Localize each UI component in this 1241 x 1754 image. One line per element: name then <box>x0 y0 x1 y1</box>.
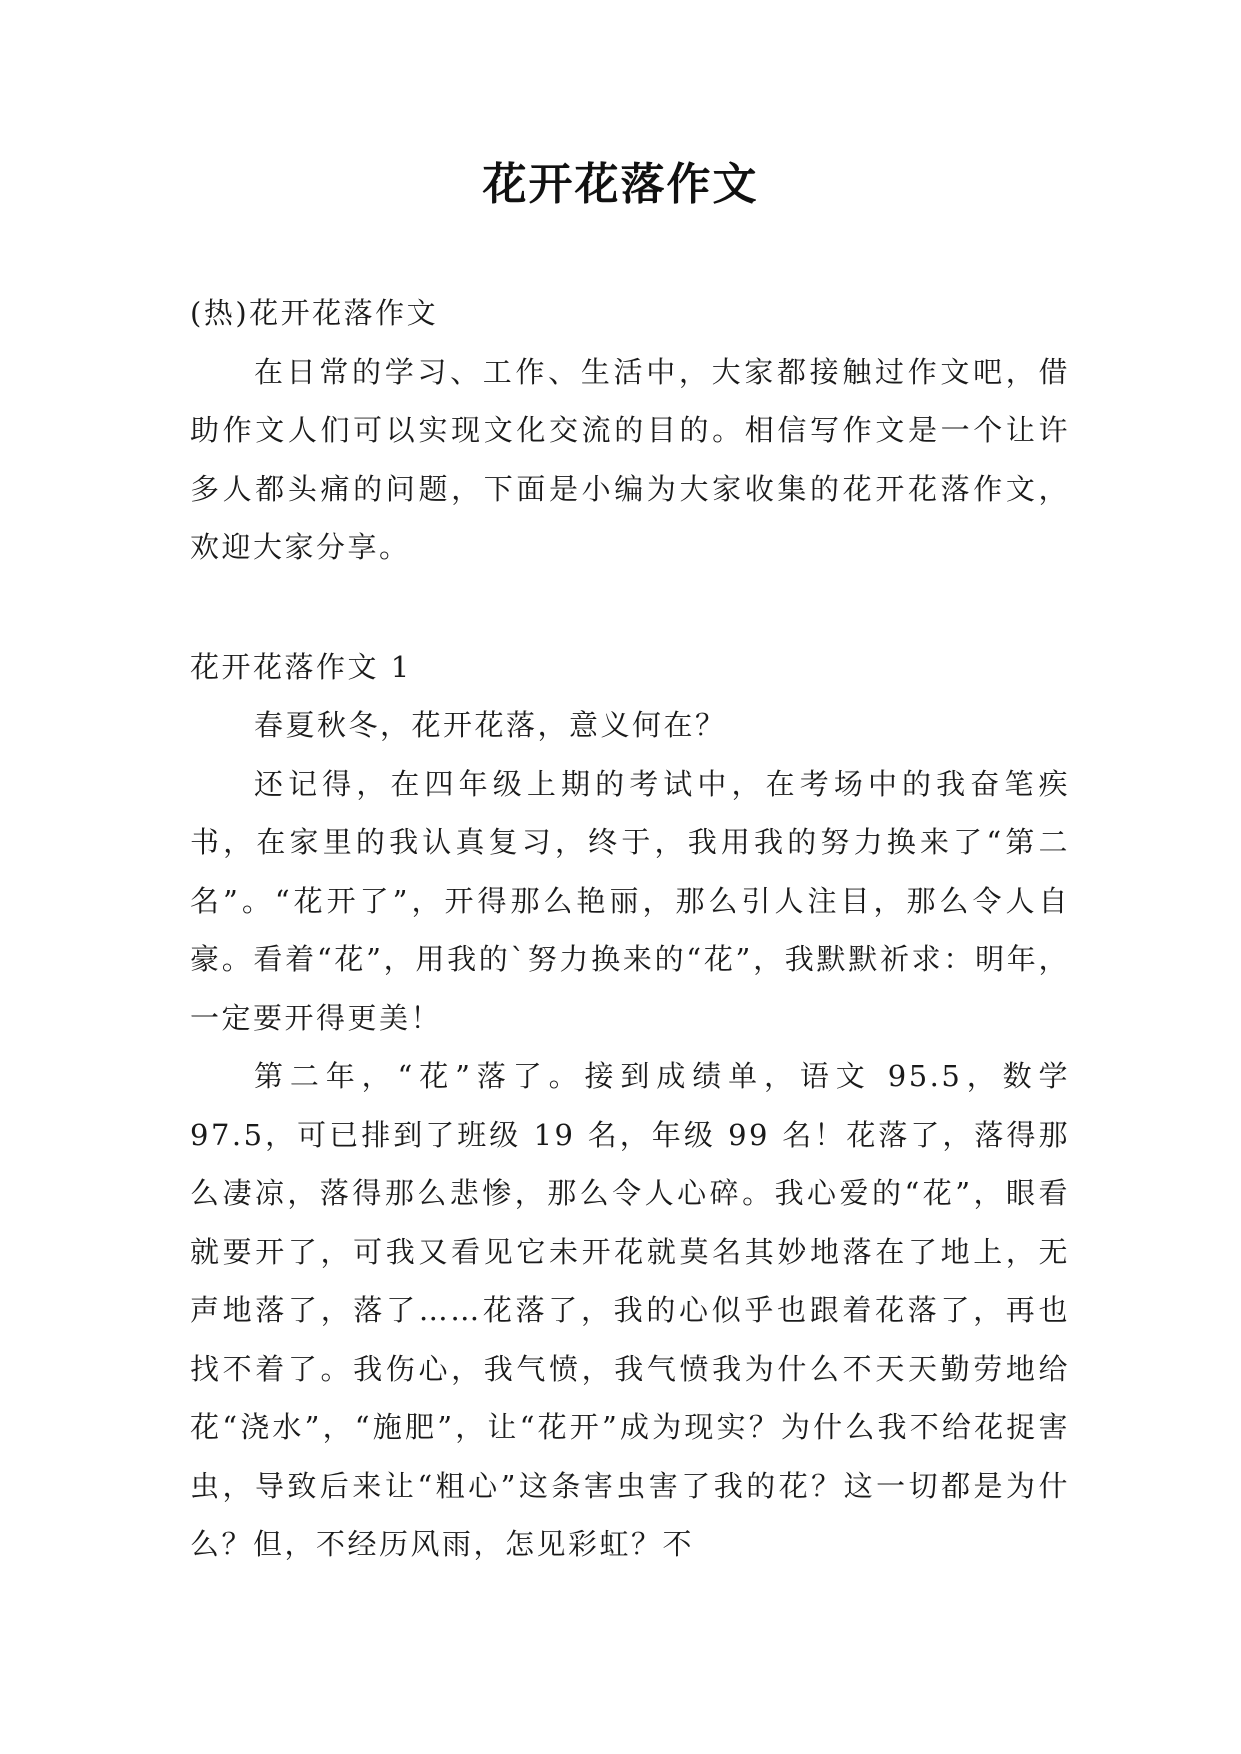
essay-paragraph-2: 还记得，在四年级上期的考试中，在考场中的我奋笔疾书，在家里的我认真复习，终于，我用我的努力换来了“第二名”。“花开了”，开得那么艳丽，那么引人注目，那么令人自豪。看着“花”，用我的`努力换来的“花”，我默默祈求：明年，一定要开得更美！ <box>190 766 1070 1035</box>
essay-paragraph-1: 春夏秋冬，花开花落，意义何在？ <box>254 708 727 742</box>
document-body <box>190 284 1070 1574</box>
section-heading: 花开花落作文 1 <box>190 649 412 684</box>
intro-paragraph: 在日常的学习、工作、生活中，大家都接触过作文吧，借助作文人们可以实现文化交流的目的。相信写作文是一个让许多人都头痛的问题，下面是小编为大家收集的花开花落作文，欢迎大家分享。 <box>190 354 1070 564</box>
document-title: 花开花落作文 <box>482 159 759 210</box>
document-subtitle: (热)花开花落作文 <box>190 296 439 330</box>
section-spacer <box>190 577 1070 638</box>
essay-paragraph-3: 第二年，“花”落了。接到成绩单，语文 95.5，数学 97.5，可已排到了班级 19 名，年级 99 名！花落了，落得那么凄凉，落得那么悲惨，那么令人心碎。我心爱的“花”，眼看就要开了，可我又看见它未开花就莫名其妙地落在了地上，无声地落了，落了……花落了，我的心似乎也跟着花落了，再也找不着了。我伤心，我气愤，我气愤我为什么不天天勤劳地给花“浇水”，“施肥”，让“花开”成为现实？为什么我不给花捉害虫，导致后来让“粗心”这条害虫害了我的花？这一切都是为什么？但，不经历风雨，怎见彩虹？不 <box>190 1059 1070 1561</box>
